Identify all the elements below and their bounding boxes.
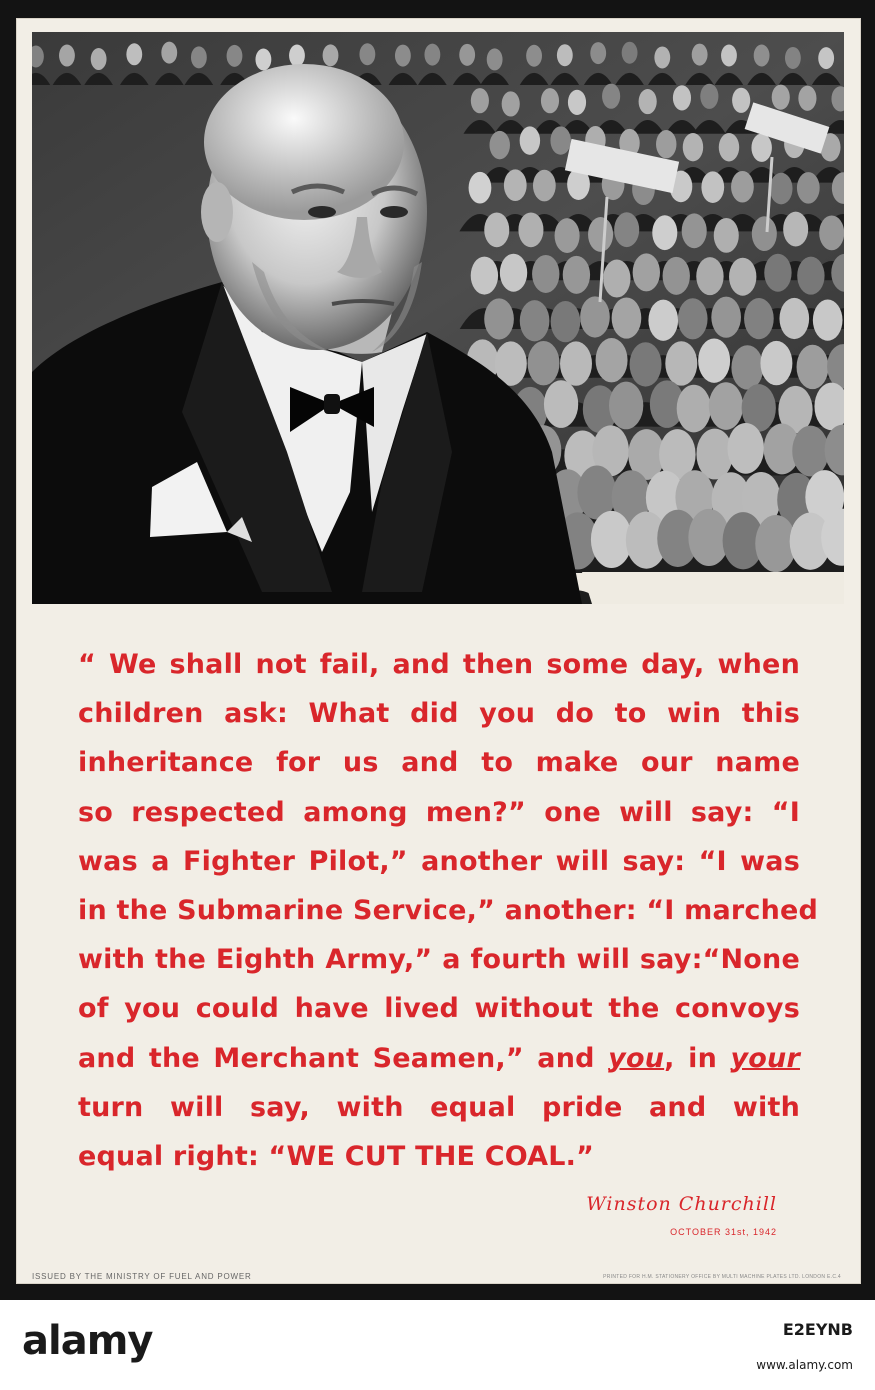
issued-by-credit: ISSUED BY THE MINISTRY OF FUEL AND POWER (32, 1272, 252, 1281)
quote-text: turn will say, with equal pride and with (78, 1091, 800, 1123)
quote-text: in the Submarine Service,” another: “I marched (78, 895, 819, 927)
emphasized-word: you (608, 1042, 665, 1074)
quote-text: children ask: What did you do to win this (78, 698, 800, 730)
watermark-url: www.alamy.com (756, 1358, 853, 1372)
quote-text: of you could have lived without the convoys (78, 993, 800, 1025)
quote-line (78, 935, 800, 984)
quote-line (78, 1083, 800, 1132)
quote-date: OCTOBER 31st, 1942 (670, 1227, 777, 1237)
quote-line (78, 837, 800, 886)
quote-text: equal right: “WE CUT THE COAL.” (78, 1141, 595, 1173)
quote-text: was a Fighter Pilot,” another will say: “I was (78, 845, 800, 877)
printer-credit: PRINTED FOR H.M. STATIONERY OFFICE BY MULTI MACHINE PLATES LTD. LONDON E.C.4 (603, 1274, 841, 1280)
portrait-crowd-photo (32, 32, 844, 604)
quote-line (78, 640, 800, 689)
quote-line (78, 689, 800, 738)
image-id: E2EYNB (782, 1320, 853, 1339)
quote-line (78, 886, 819, 935)
alamy-logo: alamy (22, 1318, 153, 1364)
quote-text: , in (664, 1042, 731, 1074)
quote-line (78, 788, 800, 837)
churchill-quote (78, 640, 819, 1181)
quote-text: with the Eighth Army,” a fourth will say:“None (78, 944, 800, 976)
signature: Winston Churchill (586, 1193, 777, 1215)
quote-line (78, 1034, 800, 1083)
quote-line (78, 1132, 800, 1181)
poster (16, 18, 861, 1284)
quote-text: and the Merchant Seamen,” and (78, 1042, 609, 1074)
quote-text: inheritance for us and to make our name (78, 747, 800, 779)
emphasized-word: your (730, 1042, 800, 1074)
quote-text: “ We shall not fail, and then some day, when (78, 649, 800, 680)
quote-text: so respected among men?” one will say: “I (78, 796, 800, 828)
quote-line (78, 738, 800, 787)
quote-line (78, 984, 800, 1033)
